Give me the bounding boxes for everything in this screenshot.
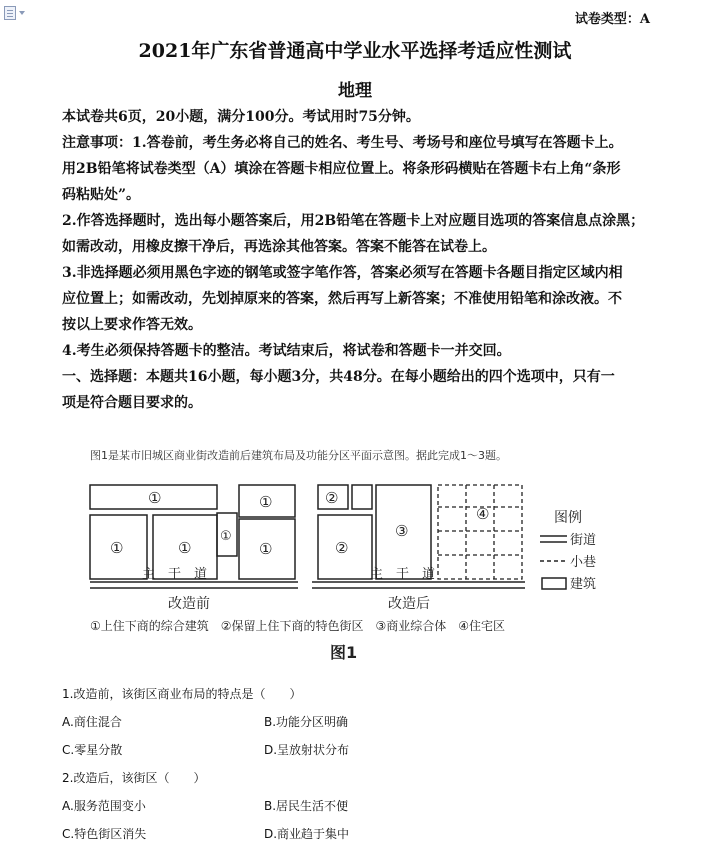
question-stem: 2.改造后，该街区（ ） [62,771,206,785]
instruction-line: 码粘贴处”。 [62,187,141,203]
building-number: ① [148,489,162,507]
instruction-line: 注意事项：1.答卷前，考生务必将自己的姓名、考生号、考场号和座位号填写在答题卡上。 [62,135,623,151]
option-b: B.功能分区明确 [264,715,349,729]
legend-title: 图例 [554,510,582,526]
subject-title: 地理 [338,81,372,101]
option-d: D.商业趋于集中 [264,827,350,841]
legend-alley-label: 小巷 [570,555,597,570]
legend-building-label: 建筑 [570,577,597,592]
instruction-line: 按以上要求作答无效。 [62,317,202,333]
option-row [62,792,662,820]
instruction-line: 本试卷共6页，20小题，满分100分。考试用时75分钟。 [62,109,420,125]
building-number: ① [259,540,273,558]
legend-building-symbol [542,578,566,589]
building-number: ② [325,489,339,507]
building-after-top-mid [352,485,372,509]
legend-street-label: 街道 [570,533,597,548]
building-number: ① [110,539,124,557]
instruction-line: 如需改动，用橡皮擦干净后，再选涂其他答案。答案不能答在试卷上。 [62,239,496,255]
question-stem: 1.改造前，该街区商业布局的特点是（ ） [62,687,302,701]
option-row [62,820,662,848]
option-b: B.居民生活不便 [264,799,349,813]
option-row [62,708,662,736]
instruction-line: 用2B铅笔将试卷类型（A）填涂在答题卡相应位置上。将条形码横贴在答题卡右上角“条形 [62,161,621,177]
instructions [62,104,654,416]
option-d: D.呈放射状分布 [264,743,350,757]
building-number: ① [178,539,192,557]
dropdown-arrow-icon[interactable] [19,11,25,15]
questions [62,680,662,848]
instruction-line: 项是符合题目要求的。 [62,395,202,411]
figure-intro: 图1是某市旧城区商业街改造前后建筑布局及功能分区平面示意图。据此完成1～3题。 [90,449,507,462]
option-a: A.服务范围变小 [62,799,146,813]
after-label: 改造后 [388,596,430,612]
option-c: C.特色街区消失 [62,827,147,841]
street-layout-figure [80,470,640,670]
exam-title: 2021年广东省普通高中学业水平选择考适应性测试 [138,40,572,62]
option-a: A.商住混合 [62,715,122,729]
instruction-line: 4.考生必须保持答题卡的整洁。考试结束后，将试卷和答题卡一并交回。 [62,343,511,359]
building-number: ③ [395,522,409,540]
option-row [62,736,662,764]
building-number: ② [335,539,349,557]
building-number: ① [259,493,273,511]
instruction-line: 3.非选择题必须用黑色字迹的钢笔或签字笔作答，答案必须写在答题卡各题目指定区域内相 [62,265,623,281]
main-road-label-after: 主 干 道 [370,567,436,582]
instruction-line: 一、选择题：本题共16小题，每小题3分，共48分。在每小题给出的四个选项中，只有一 [62,369,615,385]
document-icon [4,6,16,20]
instruction-line: 应位置上；如需改动，先划掉原来的答案，然后再写上新答案；不准使用铅笔和涂改液。不 [62,291,622,307]
figure-label: 图1 [330,643,358,662]
before-label: 改造前 [168,596,210,612]
figure-key: ①上住下商的综合建筑 ②保留上住下商的特色街区 ③商业综合体 ④住宅区 [90,619,506,633]
main-road-label-before: 主 干 道 [142,567,208,582]
residential-area [438,485,522,579]
paper-type-label: 试卷类型：A [574,12,650,27]
building-number: ④ [476,505,490,523]
option-c: C.零星分散 [62,743,123,757]
building-number: ① [220,529,232,544]
instruction-line: 2.作答选择题时，选出每小题答案后，用2B铅笔在答题卡上对应题目选项的答案信息点涂黑； [62,213,645,229]
